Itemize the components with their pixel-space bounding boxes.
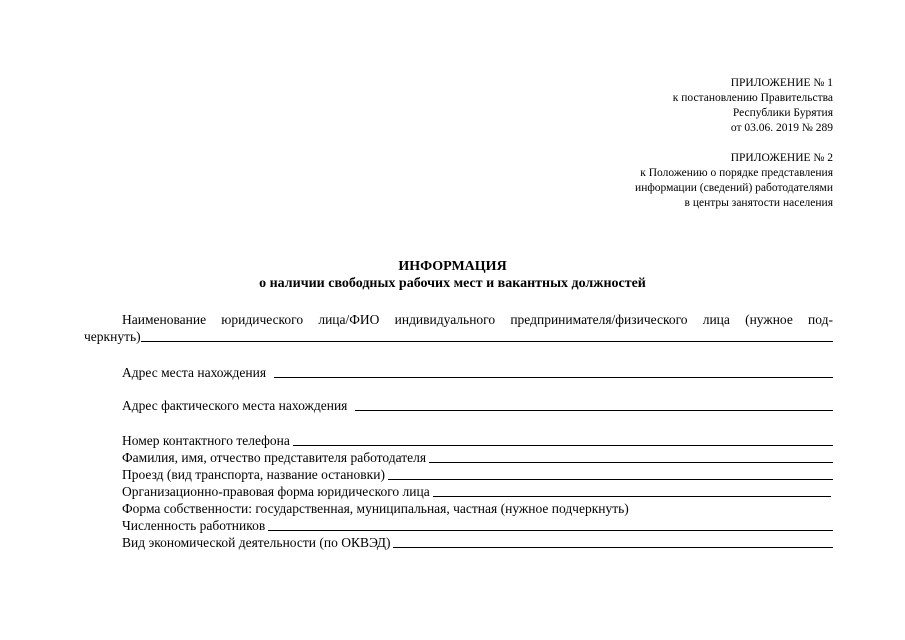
employees-field[interactable] [84,517,833,534]
representative-field[interactable] [84,449,833,466]
phone-field[interactable] [84,432,833,449]
employees-blank[interactable] [268,530,833,531]
address-label: Адрес места нахождения [122,365,267,380]
phone-label: Номер контактного телефона [122,433,290,448]
ownership-label: Форма собственности: государственная, муниципальная, частная (нужное подчеркнуть) [122,501,629,516]
document-title: ИНФОРМАЦИЯ [398,259,507,274]
appendix-1-number: ПРИЛОЖЕНИЕ № 1 [730,77,833,89]
appendix-2-information: информации (сведений) работодателями [635,182,833,194]
representative-blank[interactable] [429,462,833,463]
appendix-2-regulation: к Положению о порядке представления [640,167,833,179]
appendix-2-header [635,151,833,211]
representative-label: Фамилия, имя, отчество представителя работодателя [122,450,427,465]
transport-label: Проезд (вид транспорта, название остановки) [122,467,385,482]
document-subtitle: о наличии свободных рабочих мест и вакантных должностей [259,276,646,291]
actual-address-blank[interactable] [355,410,833,411]
appendix-2-centers: в центры занятости населения [684,197,833,209]
activity-label: Вид экономической деятельности (по ОКВЭД) [122,535,391,550]
transport-blank[interactable] [388,479,833,480]
legal-form-field[interactable] [84,483,831,500]
appendix-1-date: от 03.06. 2019 № 289 [730,122,833,134]
appendix-1-republic: Республики Бурятия [732,107,833,119]
appendix-1-decree: к постановлению Правительства [672,92,833,104]
org-name-blank[interactable] [141,341,833,342]
appendix-2-number: ПРИЛОЖЕНИЕ № 2 [730,152,833,164]
legal-form-label: Организационно-правовая форма юридического лица [122,484,430,499]
employees-label: Численность работников [122,518,266,533]
org-name-label-line2: черкнуть) [84,329,141,344]
legal-form-blank[interactable] [433,496,831,497]
activity-field[interactable] [84,534,833,551]
transport-field[interactable] [84,466,833,483]
actual-address-field[interactable] [84,397,833,414]
org-name-field[interactable] [84,328,833,345]
actual-address-label: Адрес фактического места нахождения [122,398,348,413]
appendix-1-header [673,76,833,136]
address-blank[interactable] [274,377,833,378]
activity-blank[interactable] [393,547,833,548]
phone-blank[interactable] [293,445,833,446]
org-name-label-line1: Наименование юридического лица/ФИО индивидуального предпринимателя/физического лица (нужное под- [122,312,833,327]
ownership-field[interactable] [84,500,833,517]
address-field[interactable] [84,364,833,381]
